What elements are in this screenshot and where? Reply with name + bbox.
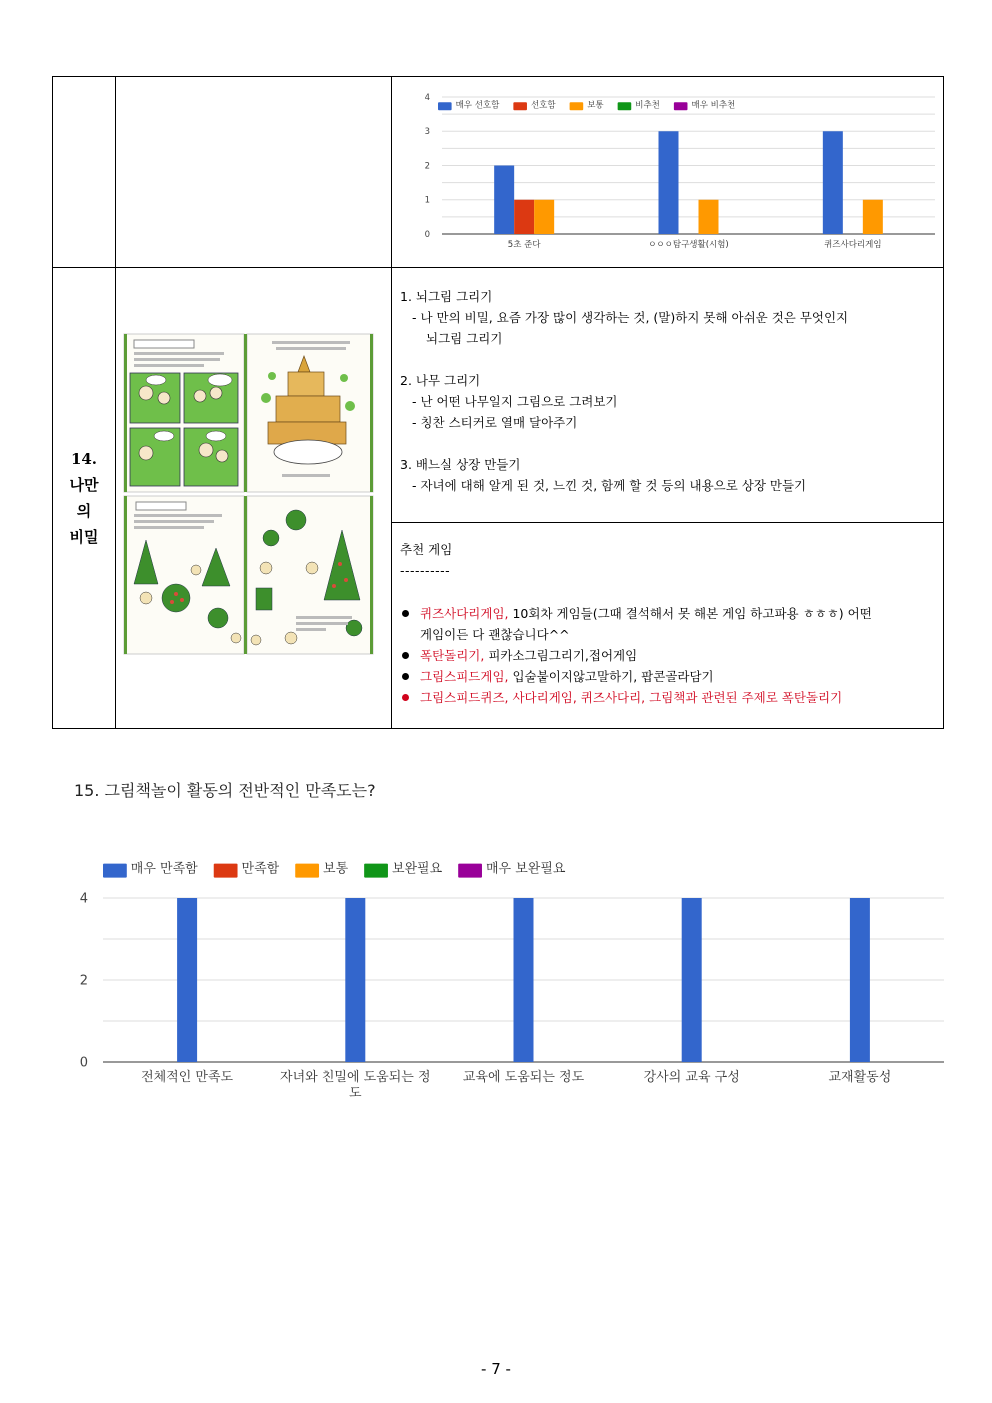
list-item (400, 645, 935, 666)
illustration-cell (116, 268, 392, 729)
list-item (400, 687, 935, 708)
legend-label: 매우 만족함 (130, 861, 198, 877)
x-tick-label: 자녀와 친밀에 도움되는 정 (280, 1070, 431, 1085)
table-row (53, 77, 944, 268)
plan-detail: - 칭찬 스티커로 열매 달아주기 (412, 415, 578, 430)
bar (823, 131, 843, 234)
legend-label: 선호함 (530, 100, 556, 111)
bar (863, 200, 883, 234)
game-text: 게임이든 다 괜찮습니다^^ (420, 626, 570, 642)
y-tick-label: 4 (424, 92, 430, 103)
legend-swatch (570, 102, 584, 110)
picture-book-illustration (116, 268, 391, 724)
legend-swatch (458, 864, 482, 878)
bullet-icon (402, 610, 409, 617)
game-text: 10회차 게임들(그때 결석해서 못 해본 게임 하고파용 ㅎㅎㅎ) 어떤 (508, 605, 872, 621)
x-tick-label: ㅇㅇㅇ탐구생활(시험) (648, 240, 729, 250)
game-highlight: 그림스피드게임, (420, 668, 509, 684)
table-row (53, 268, 944, 523)
games-list (400, 603, 935, 708)
x-tick-label: 강사의 교육 구성 (643, 1070, 740, 1085)
legend-swatch (214, 864, 238, 878)
section-title-line: 14. (70, 450, 98, 468)
top-chart (392, 77, 945, 263)
section-title-line: 의 (76, 502, 92, 520)
bar (177, 898, 197, 1062)
legend-label: 보완필요 (391, 861, 443, 877)
bar (345, 898, 365, 1062)
legend-swatch (364, 864, 388, 878)
game-text: 피카소그림그리기,접어게임 (484, 647, 638, 663)
bottom-chart (70, 850, 950, 1110)
plan-item-2 (400, 370, 933, 433)
legend-label: 매우 선호함 (455, 100, 500, 111)
plan-item-3 (400, 454, 933, 496)
legend-swatch (618, 102, 632, 110)
games-divider: ---------- (400, 562, 451, 578)
legend-swatch (438, 102, 452, 110)
x-tick-label: 5초 준다 (507, 240, 541, 250)
game-highlight: 퀴즈사다리게임, (420, 605, 509, 621)
x-tick-label: 교육에 도움되는 정도 (462, 1070, 585, 1085)
list-item (400, 666, 935, 687)
y-tick-label: 3 (424, 127, 430, 138)
games-title: 추천 게임 (400, 541, 453, 557)
bullet-icon (402, 694, 409, 701)
bar (699, 200, 719, 234)
bar (514, 898, 534, 1062)
top-chart-cell (392, 77, 944, 268)
recommended-games-cell (392, 522, 944, 728)
legend-label: 보통 (587, 100, 604, 111)
plan-item-1 (400, 286, 933, 349)
bar (534, 200, 554, 234)
legend-label: 만족함 (241, 861, 280, 877)
y-tick-label: 1 (424, 195, 430, 206)
x-tick-label: 도 (349, 1086, 362, 1101)
y-tick-label: 0 (79, 1055, 88, 1071)
section-title-cell (53, 268, 116, 729)
plan-heading: 1. 뇌그림 그리기 (400, 289, 493, 304)
legend-swatch (674, 102, 688, 110)
bar (494, 166, 514, 235)
plan-heading: 3. 배느실 상장 만들기 (400, 457, 521, 472)
legend-swatch (103, 864, 127, 878)
question-15-title: 15. 그림책놀이 활동의 전반적인 만족도는? (74, 781, 376, 800)
legend-swatch (295, 864, 319, 878)
legend-label: 보통 (323, 861, 349, 877)
y-tick-label: 2 (424, 161, 430, 172)
plan-detail: - 나 만의 비밀, 요즘 가장 많이 생각하는 것, (말)하지 못해 아쉬운 것은 무엇인지 (412, 310, 849, 325)
plan-detail: - 자녀에 대해 알게 된 것, 느낀 것, 함께 할 것 등의 내용으로 상장 만들기 (412, 478, 807, 493)
empty-cell (53, 77, 116, 268)
page-number: - 7 - (481, 1360, 511, 1378)
game-highlight: 그림스피드퀴즈, 사다리게임, 퀴즈사다리, 그림책과 관련된 주제로 폭탄돌리기 (420, 689, 843, 705)
x-tick-label: 전체적인 만족도 (141, 1070, 234, 1085)
legend-label: 매우 비추천 (691, 100, 736, 111)
bar (850, 898, 870, 1062)
legend-label: 비추천 (635, 100, 660, 111)
y-tick-label: 2 (79, 973, 88, 989)
list-item (400, 603, 935, 645)
x-tick-label: 교재활동성 (828, 1070, 892, 1085)
legend-swatch (513, 102, 527, 110)
plan-detail: - 난 어떤 나무일지 그림으로 그려보기 (412, 394, 618, 409)
bullet-icon (402, 673, 409, 680)
survey-table (52, 76, 944, 729)
section-title-line: 비밀 (69, 528, 99, 546)
game-text: 입술붙이지않고말하기, 팝콘골라담기 (508, 668, 714, 684)
plan-detail: 뇌그림 그리기 (426, 331, 503, 346)
x-tick-label: 퀴즈사다리게임 (824, 240, 882, 250)
activity-plan-cell (392, 268, 944, 523)
y-tick-label: 0 (424, 229, 430, 240)
section-title-line: 나만 (69, 476, 99, 494)
bullet-icon (402, 652, 409, 659)
legend-label: 매우 보완필요 (485, 861, 566, 877)
bar (682, 898, 702, 1062)
bar (659, 131, 679, 234)
plan-heading: 2. 나무 그리기 (400, 373, 481, 388)
empty-cell (116, 77, 392, 268)
game-highlight: 폭탄돌리기, (420, 647, 485, 663)
y-tick-label: 4 (79, 891, 88, 907)
bar (514, 200, 534, 234)
